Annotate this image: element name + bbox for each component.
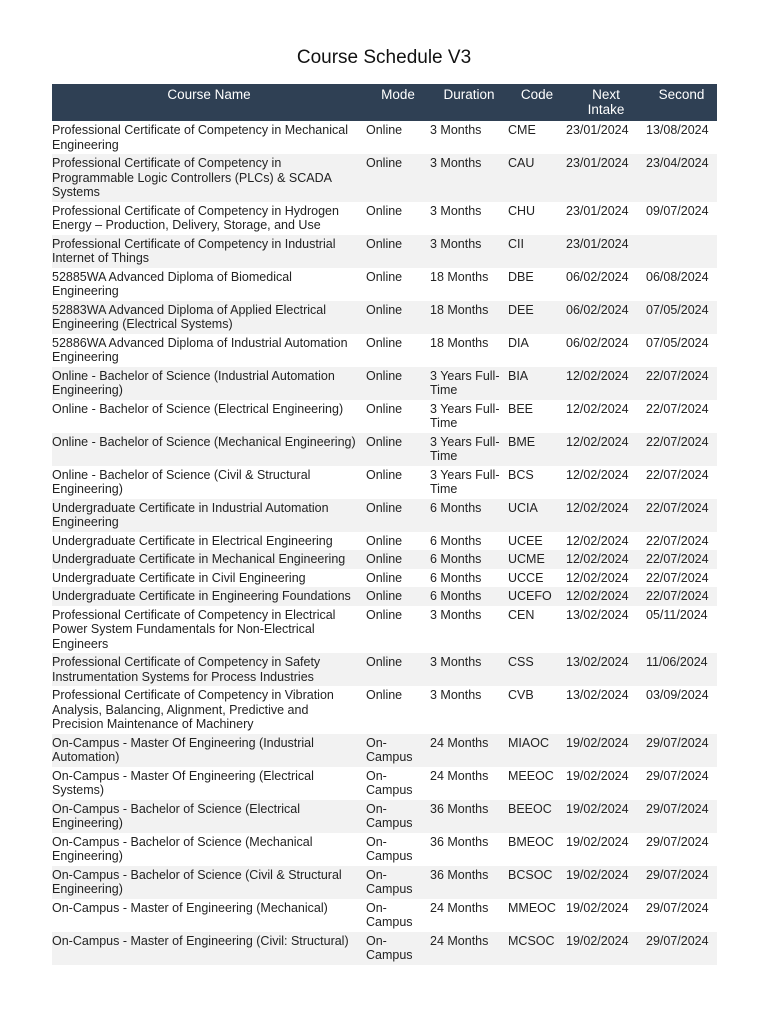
table-row (52, 653, 717, 686)
next-intake-cell: 12/02/2024 (566, 367, 646, 400)
table-header (52, 84, 717, 121)
course-name-cell: On-Campus - Bachelor of Science (Electrical Engineering) (52, 800, 366, 833)
code-cell: CME (508, 123, 536, 137)
mode-cell: On-Campus (366, 866, 430, 899)
table-row (52, 301, 717, 334)
next-intake-cell: 19/02/2024 (566, 800, 646, 833)
table-row (52, 532, 717, 551)
mode-cell: Online (366, 203, 403, 218)
column-header-mode: Mode (366, 84, 430, 121)
course-name-cell: 52885WA Advanced Diploma of Biomedical Engineering (52, 269, 292, 298)
course-name-cell: On-Campus - Master Of Engineering (Industrial Automation) (52, 734, 366, 767)
second-intake-cell: 29/07/2024 (646, 768, 709, 783)
table-row (52, 235, 717, 268)
second-intake-cell: 07/05/2024 (646, 301, 717, 334)
duration-cell: 3 Years Full-Time (430, 433, 508, 466)
mode-cell: Online (366, 269, 403, 284)
course-name-cell: Professional Certificate of Competency in Industrial Internet of Things (52, 235, 366, 268)
table-row (52, 899, 717, 932)
table-row (52, 569, 717, 588)
course-name-cell: Online - Bachelor of Science (Electrical Engineering) (52, 401, 344, 416)
code-cell: MCSOC (508, 932, 566, 965)
duration-cell: 36 Months (430, 866, 508, 899)
course-name-cell: 52886WA Advanced Diploma of Industrial Automation Engineering (52, 335, 348, 364)
mode-cell: On-Campus (366, 834, 413, 863)
course-name-cell: On-Campus - Bachelor of Science (Mechanical Engineering) (52, 834, 313, 863)
table-row (52, 268, 717, 301)
mode-cell: Online (366, 499, 430, 532)
second-intake-cell: 29/07/2024 (646, 734, 717, 767)
next-intake-cell: 23/01/2024 (566, 203, 629, 218)
course-name-cell: 52883WA Advanced Diploma of Applied Electrical Engineering (Electrical Systems) (52, 301, 366, 334)
table-row (52, 400, 717, 433)
next-intake-cell: 19/02/2024 (566, 900, 629, 915)
duration-cell: 3 Months (430, 154, 508, 202)
mode-cell: Online (366, 467, 403, 482)
duration-cell: 3 Months (430, 123, 482, 137)
course-name-cell: Professional Certificate of Competency in Mechanical Engineering (52, 123, 348, 152)
code-cell: BCSOC (508, 866, 566, 899)
second-intake-cell: 22/07/2024 (646, 550, 717, 569)
course-name-cell: Undergraduate Certificate in Electrical Engineering (52, 533, 333, 548)
code-cell: MMEOC (508, 900, 556, 915)
course-name-cell: On-Campus - Master of Engineering (Civil: Structural) (52, 932, 366, 965)
course-name-cell: Professional Certificate of Competency in Electrical Power System Fundamentals for Non-Electrical Engineers (52, 607, 336, 651)
mode-cell: Online (366, 433, 430, 466)
table-row (52, 866, 717, 899)
course-name-cell: Professional Certificate of Competency in Programmable Logic Controllers (PLCs) & SCADA Systems (52, 154, 366, 202)
duration-cell: 3 Months (430, 688, 482, 702)
course-name-cell: Undergraduate Certificate in Industrial Automation Engineering (52, 499, 366, 532)
table-row (52, 734, 717, 767)
duration-cell: 3 Years Full-Time (430, 367, 508, 400)
duration-cell: 6 Months (430, 550, 508, 569)
table-body (52, 121, 717, 965)
code-cell: CHU (508, 203, 536, 218)
table-row (52, 932, 717, 965)
mode-cell: Online (366, 335, 403, 350)
next-intake-cell: 19/02/2024 (566, 866, 646, 899)
duration-cell: 18 Months (430, 301, 508, 334)
page-title: Course Schedule V3 (296, 47, 472, 68)
course-name-cell: Professional Certificate of Competency in Safety Instrumentation Systems for Process Industries (52, 653, 366, 686)
code-cell: DIA (508, 335, 529, 350)
mode-cell: On-Campus (366, 932, 430, 965)
code-cell: BMEOC (508, 834, 554, 849)
next-intake-cell: 12/02/2024 (566, 533, 629, 548)
code-cell: DBE (508, 269, 534, 284)
duration-cell: 3 Months (430, 607, 482, 622)
duration-cell: 3 Months (430, 653, 508, 686)
second-intake-cell (646, 235, 717, 268)
table-row (52, 334, 717, 367)
next-intake-cell: 13/02/2024 (566, 688, 629, 702)
course-name-cell: Undergraduate Certificate in Mechanical Engineering (52, 550, 366, 569)
code-cell: BIA (508, 367, 566, 400)
second-intake-cell: 09/07/2024 (646, 203, 709, 218)
second-intake-cell: 22/07/2024 (646, 401, 709, 416)
course-name-cell: Professional Certificate of Competency in Hydrogen Energy – Production, Delivery, Storage, and Use (52, 203, 339, 232)
next-intake-cell: 19/02/2024 (566, 932, 646, 965)
next-intake-cell: 12/02/2024 (566, 401, 629, 416)
column-header-course-name: Course Name (52, 84, 366, 121)
mode-cell: On-Campus (366, 900, 413, 929)
table-row (52, 154, 717, 202)
duration-cell: 24 Months (430, 768, 489, 783)
second-intake-cell: 13/08/2024 (646, 123, 709, 137)
code-cell: CAU (508, 154, 566, 202)
mode-cell: Online (366, 235, 430, 268)
mode-cell: Online (366, 653, 430, 686)
duration-cell: 6 Months (430, 499, 508, 532)
mode-cell: Online (366, 367, 430, 400)
next-intake-cell: 13/02/2024 (566, 653, 646, 686)
mode-cell: Online (366, 570, 403, 585)
second-intake-cell: 11/06/2024 (646, 653, 717, 686)
next-intake-cell: 12/02/2024 (566, 587, 646, 606)
next-intake-cell: 19/02/2024 (566, 734, 646, 767)
duration-cell: 18 Months (430, 269, 489, 284)
duration-cell: 24 Months (430, 734, 508, 767)
course-name-cell: Undergraduate Certificate in Civil Engineering (52, 570, 306, 585)
code-cell: UCEE (508, 533, 543, 548)
next-intake-cell: 13/02/2024 (566, 607, 629, 622)
second-intake-cell: 03/09/2024 (646, 688, 709, 702)
table-row (52, 202, 717, 235)
code-cell: DEE (508, 301, 566, 334)
next-intake-cell: 12/02/2024 (566, 550, 646, 569)
code-cell: BME (508, 433, 566, 466)
second-intake-cell: 22/07/2024 (646, 367, 717, 400)
next-intake-cell: 23/01/2024 (566, 123, 629, 137)
mode-cell: Online (366, 154, 430, 202)
mode-cell: Online (366, 688, 403, 702)
table-row (52, 587, 717, 606)
table-row (52, 466, 717, 499)
next-intake-cell: 06/02/2024 (566, 335, 629, 350)
code-cell: CVB (508, 688, 534, 702)
code-cell: CEN (508, 607, 535, 622)
code-cell: UCIA (508, 499, 566, 532)
code-cell: UCME (508, 550, 566, 569)
course-name-cell: On-Campus - Master of Engineering (Mechanical) (52, 900, 328, 915)
duration-cell: 36 Months (430, 834, 489, 849)
table-row (52, 433, 717, 466)
course-name-cell: Online - Bachelor of Science (Civil & Structural Engineering) (52, 467, 311, 496)
duration-cell: 3 Months (430, 235, 508, 268)
next-intake-cell: 19/02/2024 (566, 768, 629, 783)
mode-cell: Online (366, 401, 403, 416)
table-row (52, 686, 717, 734)
duration-cell: 3 Years Full-Time (430, 401, 500, 430)
second-intake-cell: 22/07/2024 (646, 433, 717, 466)
second-intake-cell: 23/04/2024 (646, 154, 717, 202)
second-intake-cell: 22/07/2024 (646, 570, 709, 585)
next-intake-cell: 06/02/2024 (566, 269, 629, 284)
column-header-duration: Duration (430, 84, 508, 121)
second-intake-cell: 22/07/2024 (646, 499, 717, 532)
table-row (52, 367, 717, 400)
second-intake-cell: 07/05/2024 (646, 335, 709, 350)
table-row (52, 606, 717, 654)
mode-cell: Online (366, 607, 403, 622)
course-name-cell: Professional Certificate of Competency in Vibration Analysis, Balancing, Alignment, Predictive and Precision Maintenance of Machinery (52, 688, 334, 731)
duration-cell: 6 Months (430, 587, 508, 606)
duration-cell: 3 Months (430, 203, 482, 218)
next-intake-cell: 23/01/2024 (566, 154, 646, 202)
code-cell: MIAOC (508, 734, 566, 767)
table-row (52, 800, 717, 833)
mode-cell: Online (366, 550, 430, 569)
duration-cell: 24 Months (430, 900, 489, 915)
column-header-second: Second (646, 84, 717, 121)
code-cell: CSS (508, 653, 566, 686)
code-cell: BCS (508, 467, 534, 482)
course-schedule-table (52, 84, 717, 965)
duration-cell: 24 Months (430, 932, 508, 965)
next-intake-cell: 12/02/2024 (566, 570, 629, 585)
duration-cell: 3 Years Full-Time (430, 467, 500, 496)
table-row (52, 121, 717, 154)
duration-cell: 18 Months (430, 335, 489, 350)
course-name-cell: On-Campus - Bachelor of Science (Civil & Structural Engineering) (52, 866, 366, 899)
code-cell: CII (508, 235, 566, 268)
second-intake-cell: 29/07/2024 (646, 866, 717, 899)
table-row (52, 550, 717, 569)
duration-cell: 36 Months (430, 800, 508, 833)
code-cell: BEE (508, 401, 534, 416)
mode-cell: On-Campus (366, 800, 430, 833)
course-name-cell: On-Campus - Master Of Engineering (Electrical Systems) (52, 768, 314, 797)
duration-cell: 6 Months (430, 533, 482, 548)
mode-cell: On-Campus (366, 768, 413, 797)
second-intake-cell: 22/07/2024 (646, 467, 709, 482)
code-cell: UCCE (508, 570, 544, 585)
course-name-cell: Online - Bachelor of Science (Industrial Automation Engineering) (52, 367, 366, 400)
next-intake-cell: 19/02/2024 (566, 834, 629, 849)
second-intake-cell: 29/07/2024 (646, 900, 709, 915)
table-row (52, 833, 717, 866)
table-row (52, 767, 717, 800)
course-name-cell: Undergraduate Certificate in Engineering Foundations (52, 587, 366, 606)
second-intake-cell: 29/07/2024 (646, 932, 717, 965)
code-cell: MEEOC (508, 768, 554, 783)
second-intake-cell: 06/08/2024 (646, 269, 709, 284)
column-header-next-intake: Next Intake (566, 84, 646, 121)
next-intake-cell: 12/02/2024 (566, 433, 646, 466)
second-intake-cell: 05/11/2024 (646, 607, 708, 622)
second-intake-cell: 29/07/2024 (646, 800, 717, 833)
mode-cell: Online (366, 301, 430, 334)
code-cell: BEEOC (508, 800, 566, 833)
second-intake-cell: 29/07/2024 (646, 834, 709, 849)
duration-cell: 6 Months (430, 570, 482, 585)
second-intake-cell: 22/07/2024 (646, 533, 709, 548)
next-intake-cell: 12/02/2024 (566, 467, 629, 482)
next-intake-cell: 06/02/2024 (566, 301, 646, 334)
course-name-cell: Online - Bachelor of Science (Mechanical Engineering) (52, 433, 366, 466)
mode-cell: Online (366, 123, 403, 137)
mode-cell: Online (366, 587, 430, 606)
next-intake-cell: 12/02/2024 (566, 499, 646, 532)
mode-cell: Online (366, 533, 403, 548)
next-intake-cell: 23/01/2024 (566, 235, 646, 268)
table-row (52, 499, 717, 532)
code-cell: UCEFO (508, 587, 566, 606)
mode-cell: On-Campus (366, 734, 430, 767)
second-intake-cell: 22/07/2024 (646, 587, 717, 606)
column-header-code: Code (508, 84, 566, 121)
